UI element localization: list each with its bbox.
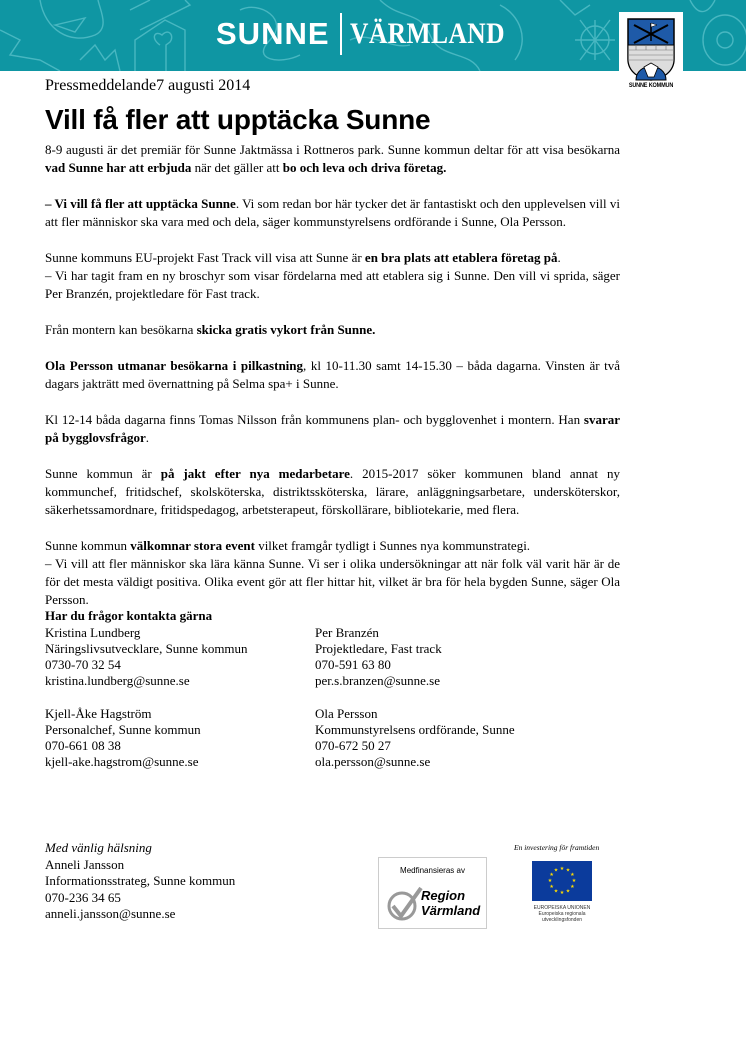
signature-email[interactable]: anneli.jansson@sunne.se: [45, 906, 176, 921]
contacts-section: [45, 608, 545, 769]
text-run: Sunne kommun är: [45, 466, 161, 481]
brand-wordmark: [216, 14, 532, 54]
contact-name: Kjell-Åke Hagström: [45, 706, 152, 721]
text-run: .: [145, 430, 149, 445]
emphasized-text: skicka gratis vykort från Sunne.: [196, 322, 376, 337]
region-varmland-logo: [378, 857, 487, 929]
contact-email[interactable]: kristina.lundberg@sunne.se: [45, 673, 190, 688]
text-run: Kl 12-14 båda dagarna finns Tomas Nilsson från kommunens plan- och bygglovenhet i montern. Han: [45, 412, 584, 427]
press-release-date: Pressmeddelande7 augusti 2014: [45, 77, 251, 94]
contact-phone: 070-661 08 38: [45, 738, 121, 753]
contact-name: Kristina Lundberg: [45, 625, 141, 640]
coat-of-arms-icon: [626, 17, 676, 81]
contact-card: [45, 625, 305, 689]
contact-role: Kommunstyrelsens ordförande, Sunne: [315, 722, 515, 737]
crest-label: SUNNE KOMMUN: [628, 82, 674, 89]
text-run: . 2015-2017 söker kommunen bland annat ny kommunchef, fritidschef, skolsköterska, distriktssköterska, lärare, anläggningsarbetare, undersköterskor, säkerhetssamordnare, fritidspedagog, arbetsterapeut, förskollärare, bibliotekarie, med flera.: [45, 466, 620, 517]
eu-flag-icon: [532, 861, 592, 901]
text-run: , kl 10-11.30 samt 14-15.30 – båda dagarna. Vinsten är två dagars jakträtt med övernattning på Selma spa+ i Sunne.: [45, 358, 620, 391]
text-run: – Vi har tagit fram en ny broschyr som visar fördelarna med att etablera sig i Sunne. Den vill vi sprida, säger Per Branzén, projektledare för Fast track.: [45, 268, 620, 301]
signature-phone: 070-236 34 65: [45, 889, 121, 905]
contact-card: [315, 706, 575, 770]
article-paragraph: [45, 357, 620, 393]
contact-email[interactable]: kjell-ake.hagstrom@sunne.se: [45, 754, 199, 769]
emphasized-text: vad Sunne har att erbjuda: [45, 160, 192, 175]
region-name-line2: Värmland: [421, 903, 481, 918]
page-title: Vill få fler att upptäcka Sunne: [45, 104, 431, 135]
signature-name: Anneli Jansson: [45, 856, 125, 872]
article-paragraph: [45, 195, 620, 231]
contact-name: Ola Persson: [315, 706, 378, 721]
contact-email[interactable]: per.s.branzen@sunne.se: [315, 673, 440, 688]
contact-phone: 0730-70 32 54: [45, 657, 121, 672]
region-cofinance-label: Medfinansieras av: [400, 866, 465, 875]
emphasized-text: välkomnar stora event: [130, 538, 255, 553]
contact-phone: 070-591 63 80: [315, 657, 391, 672]
contact-card: [45, 706, 305, 770]
emphasized-text: på jakt efter nya medarbetare: [160, 466, 350, 481]
emphasized-text: bo och leva och driva företag.: [282, 160, 447, 175]
text-run: – Vi vill att fler människor ska lära känna Sunne. Vi ser i olika undersökningar att när folk väl varit här är de för det mesta väldigt positiva. Olika event gör att fler hittar hit, vilket är bra för hela bygden Sunne, säger Ola Persson.: [45, 556, 620, 607]
text-run: Sunne kommuns EU-projekt Fast Track vill visa att Sunne är: [45, 250, 365, 265]
text-run: vilket framgår tydligt i Sunnes nya kommunstrategi.: [254, 538, 531, 553]
text-run: när det gäller att: [191, 160, 283, 175]
article-paragraph: [45, 465, 620, 519]
article-paragraph: [45, 537, 620, 609]
article-paragraph: [45, 321, 620, 339]
article-paragraph: [45, 249, 620, 303]
eu-caption-line2: Europeiska regionala: [538, 911, 586, 917]
brand-divider: [340, 13, 342, 55]
text-run: . Vi som redan bor här tycker det är fantastiskt och den upplevelsen vill vi att fler människor ska vara med och dela, säger kommunstyrelsens ordförande i Sunne, Ola Persson.: [45, 196, 620, 229]
eu-caption-line3: utvecklingsfonden: [541, 917, 583, 923]
text-run: Sunne kommun: [45, 538, 131, 553]
brand-varmland: VÄRMLAND: [349, 17, 505, 50]
emphasized-text: en bra plats att etablera företag på: [364, 250, 558, 265]
svg-text:★: ★: [553, 867, 559, 874]
svg-text:★: ★: [553, 888, 559, 895]
contact-email[interactable]: ola.persson@sunne.se: [315, 754, 431, 769]
svg-text:★: ★: [565, 867, 571, 874]
eu-caption: [522, 905, 602, 923]
brand-sunne: SUNNE: [216, 16, 330, 51]
signature-greeting: Med vänlig hälsning: [45, 840, 152, 855]
contact-phone: 070-672 50 27: [315, 738, 391, 753]
svg-text:★: ★: [559, 890, 565, 896]
region-name-line1: Region: [421, 888, 466, 903]
emphasized-text: svarar på bygglovsfrågor: [45, 412, 620, 445]
contacts-heading: Har du frågor kontakta gärna: [45, 608, 213, 623]
svg-text:★: ★: [571, 878, 577, 884]
svg-text:★: ★: [570, 872, 575, 878]
contact-role: Näringslivsutvecklare, Sunne kommun: [45, 641, 248, 656]
emphasized-text: – Vi vill få fler att upptäcka Sunne: [45, 196, 236, 211]
svg-text:★: ★: [565, 888, 571, 895]
svg-text:★: ★: [549, 884, 554, 890]
emphasized-text: Ola Persson utmanar besökarna i pilkastning: [45, 358, 304, 373]
checkmark-icon: [385, 884, 425, 924]
svg-text:★: ★: [570, 884, 575, 890]
svg-text:★: ★: [549, 872, 554, 878]
contact-role: Personalchef, Sunne kommun: [45, 722, 201, 737]
signature-role: Informationsstrateg, Sunne kommun: [45, 873, 236, 888]
article-body: [45, 141, 620, 627]
municipal-crest: [619, 12, 683, 96]
signature-block: [45, 840, 235, 923]
text-run: 8-9 augusti är det premiär för Sunne Jaktmässa i Rottneros park. Sunne kommun deltar för att visa besökarna: [45, 142, 620, 157]
text-run: Från montern kan besökarna: [45, 322, 197, 337]
article-paragraph: [45, 411, 620, 447]
contact-card: [315, 625, 575, 689]
svg-text:★: ★: [547, 878, 553, 884]
contact-role: Projektledare, Fast track: [315, 641, 442, 656]
eu-tagline: En investering för framtiden: [514, 843, 600, 852]
svg-text:★: ★: [559, 866, 565, 872]
eu-caption-line1: EUROPEISKA UNIONEN: [533, 905, 591, 911]
text-run: .: [557, 250, 561, 265]
contact-name: Per Branzén: [315, 625, 379, 640]
article-paragraph: [45, 141, 620, 177]
